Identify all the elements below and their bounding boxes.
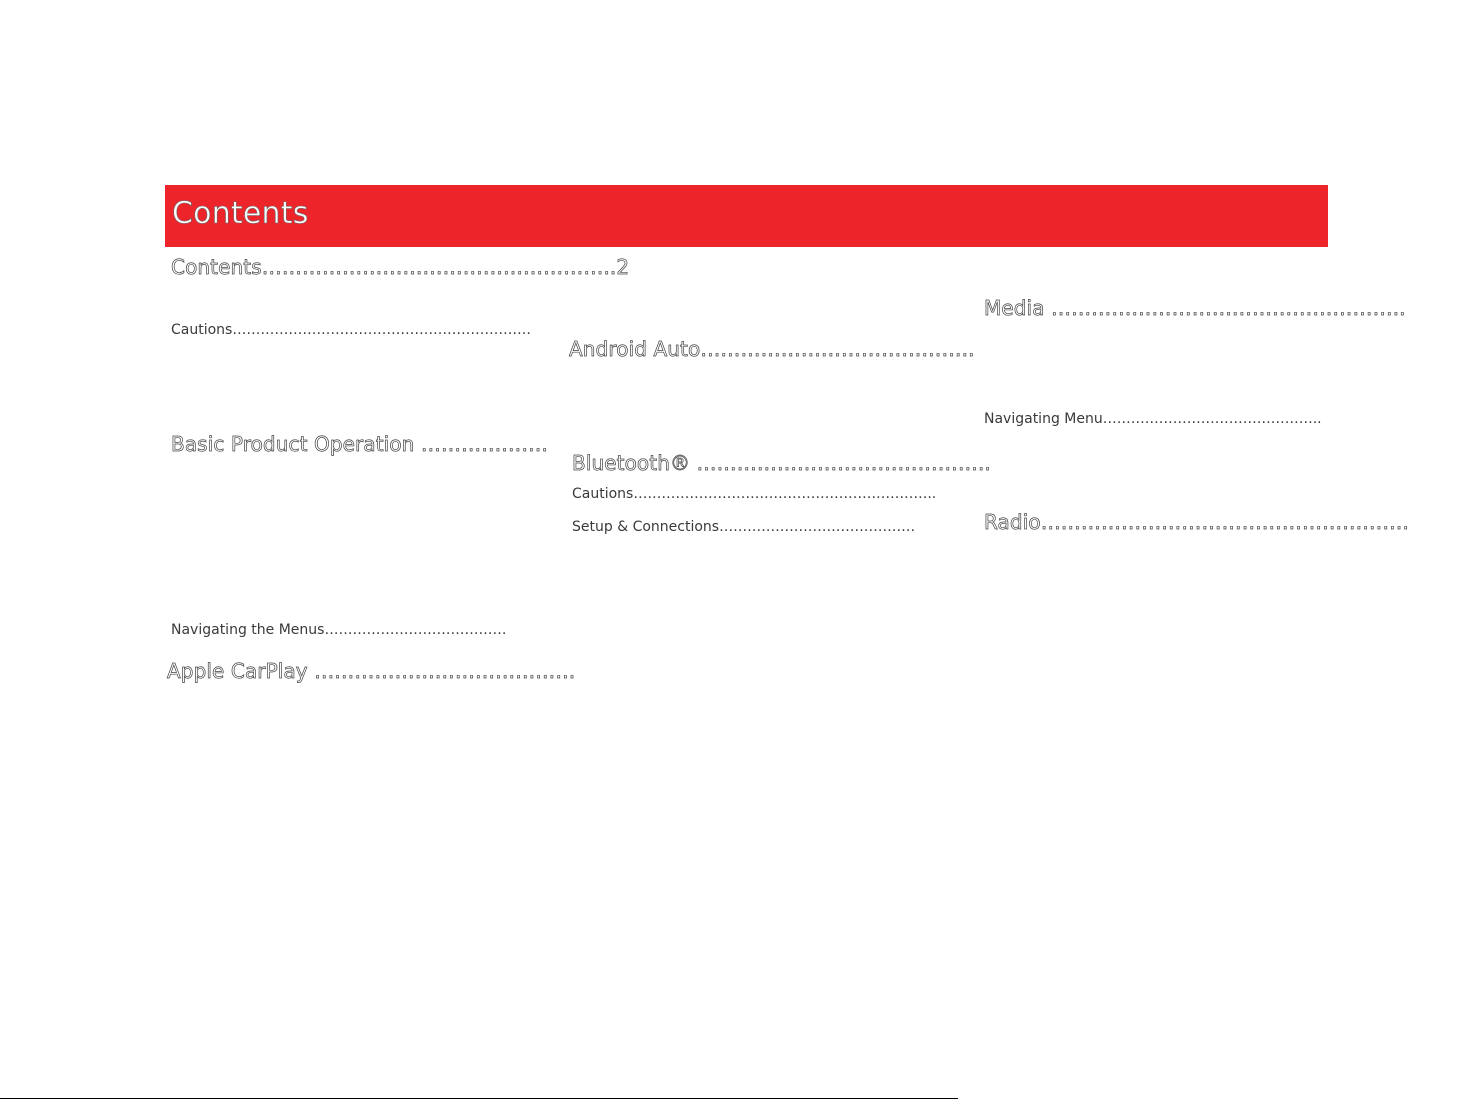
toc-entry-bluetooth-cautions[interactable]: Cautions……………………………………………………….. bbox=[572, 486, 937, 502]
toc-entry-apple-carplay[interactable]: Apple CarPlay ………………………………… bbox=[167, 659, 576, 683]
toc-entry-cautions[interactable]: Cautions………………………………………………………. bbox=[171, 322, 531, 338]
toc-entry-media[interactable]: Media …………………………………………….. bbox=[984, 296, 1406, 320]
toc-entry-setup-connections[interactable]: Setup & Connections…………………………………… bbox=[572, 519, 916, 535]
contents-banner bbox=[165, 185, 1328, 247]
toc-entry-navigating-the-menus[interactable]: Navigating the Menus………………………………… bbox=[171, 622, 507, 638]
page-title: Contents bbox=[172, 196, 309, 231]
toc-entry-basic-product-operation[interactable]: Basic Product Operation ………………. bbox=[171, 432, 548, 456]
footer-rule bbox=[0, 1098, 958, 1099]
toc-entry-contents[interactable]: Contents……………………………………………..2 bbox=[171, 255, 630, 279]
toc-entry-bluetooth[interactable]: Bluetooth® …………………………………….. bbox=[572, 451, 991, 475]
toc-entry-radio[interactable]: Radio………………………………………………. bbox=[984, 510, 1409, 534]
toc-entry-navigating-menu[interactable]: Navigating Menu……………………………………….. bbox=[984, 411, 1322, 427]
toc-entry-android-auto[interactable]: Android Auto………………………………….. bbox=[569, 337, 975, 361]
